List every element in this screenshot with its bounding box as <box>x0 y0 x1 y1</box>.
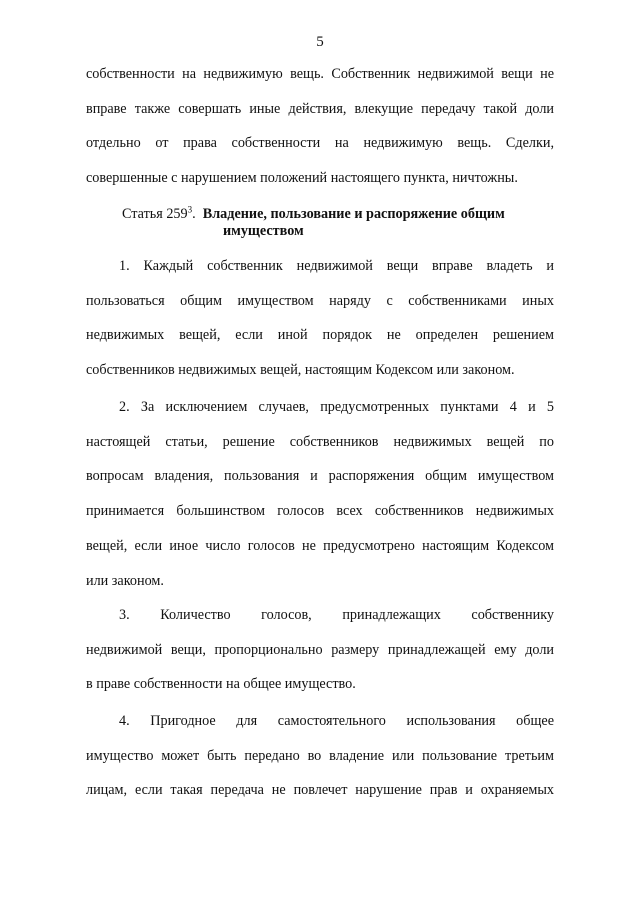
paragraph-4 <box>86 704 554 808</box>
text-line: вещей, если иное число голосов не предусмотрено настоящим Кодексом <box>86 537 554 554</box>
text-line: лицам, если такая передача не повлечет нарушение прав и охраняемых <box>86 782 554 799</box>
text-line: пользоваться общим имуществом наряду с собственниками иных <box>86 292 554 309</box>
text-line: отдельно от права собственности на недвижимую вещь. Сделки, <box>86 135 554 152</box>
article-superscript: 3 <box>187 204 193 215</box>
article-label <box>122 206 196 222</box>
text-line: имущество может быть передано во владение или пользование третьим <box>86 747 554 764</box>
text-line: собственности на недвижимую вещь. Собственник недвижимой вещи не <box>86 66 554 82</box>
paragraph-1 <box>86 249 554 388</box>
article-label-text: Статья 259 <box>122 206 188 222</box>
paragraph-2 <box>86 390 554 598</box>
article-title-line1: Владение, пользование и распоряжение общим <box>202 206 505 222</box>
article-label-suffix: . <box>192 206 196 222</box>
text-line: 2. За исключением случаев, предусмотренных пунктами 4 и 5 <box>119 399 554 415</box>
article-title-line2: имуществом <box>223 223 304 239</box>
text-line: или законом. <box>86 572 164 589</box>
text-line: собственников недвижимых вещей, настоящим Кодексом или законом. <box>86 362 515 379</box>
page-number: 5 <box>316 34 324 50</box>
text-line: настоящей статьи, решение собственников недвижимых вещей по <box>86 433 554 450</box>
continuation-paragraph <box>86 57 554 196</box>
article-heading <box>122 206 562 240</box>
text-line: вправе также совершать иные действия, влекущие передачу такой доли <box>86 100 554 117</box>
text-line: недвижимой вещи, пропорционально размеру принадлежащей ему доли <box>86 641 554 658</box>
text-line: совершенные с нарушением положений настоящего пункта, ничтожны. <box>86 170 518 187</box>
text-line: вопросам владения, пользования и распоряжения общим имуществом <box>86 468 554 485</box>
text-line: 4. Пригодное для самостоятельного использования общее <box>119 713 554 729</box>
paragraph-3 <box>86 598 554 702</box>
text-line: в праве собственности на общее имущество. <box>86 676 356 693</box>
text-line: 3. Количество голосов, принадлежащих собственнику <box>119 607 554 623</box>
text-line: принимается большинством голосов всех собственников недвижимых <box>86 503 554 520</box>
text-line: 1. Каждый собственник недвижимой вещи вправе владеть и <box>119 258 554 274</box>
text-line: недвижимых вещей, если иной порядок не определен решением <box>86 327 554 344</box>
